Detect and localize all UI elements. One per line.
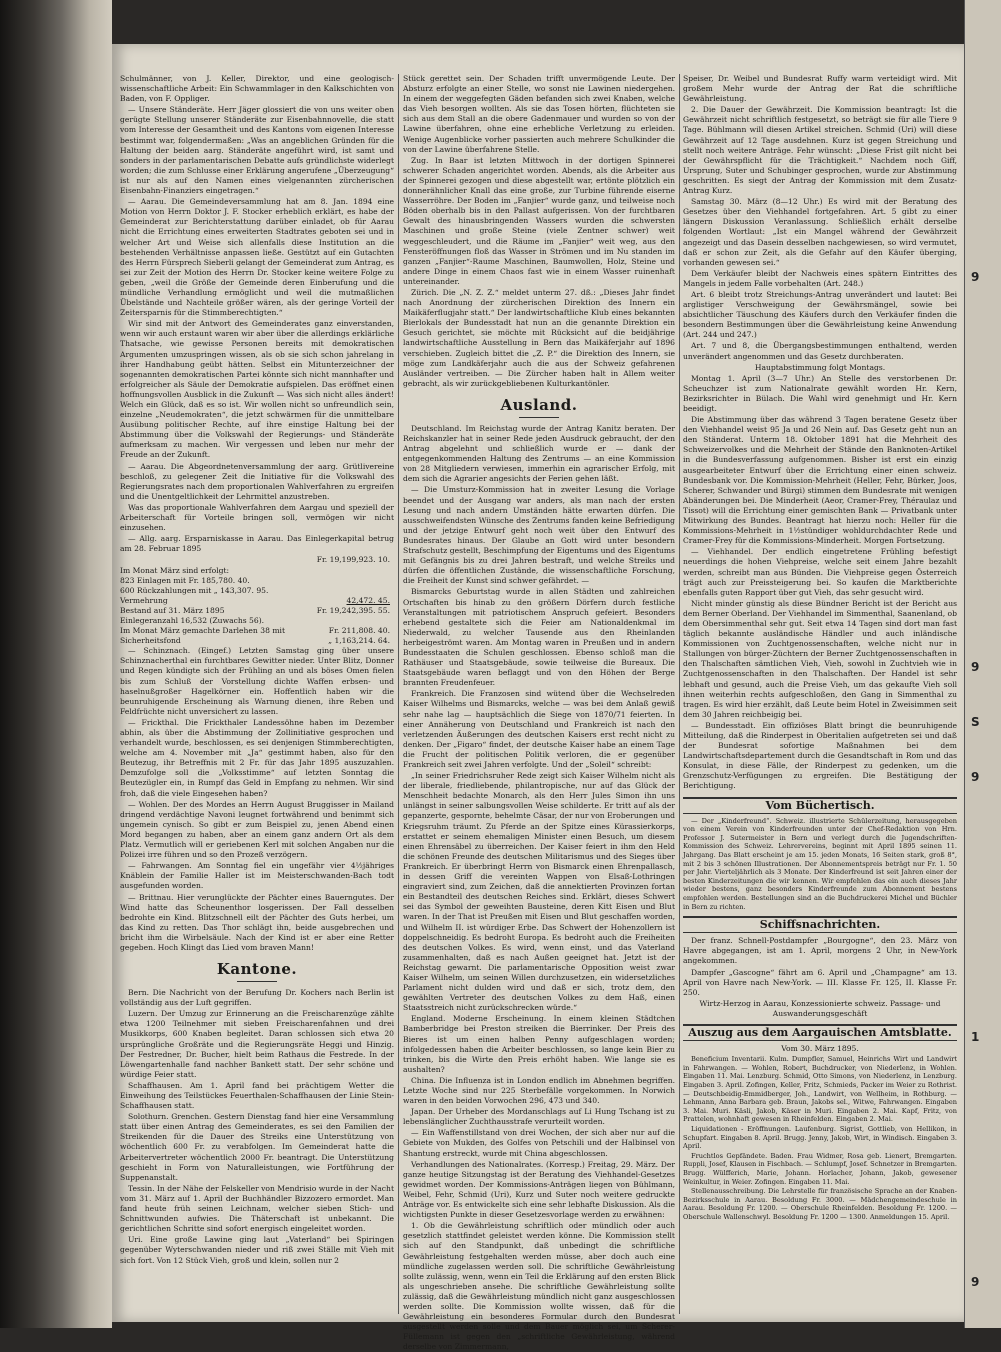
paragraph: Deutschland. Im Reichstag wurde der Antrag Kanitz beraten. Der Reichskanzler hat in seiner Rede jeden Ausdruck gebraucht, der den Antrag abgelehnt und schließlich wurde er — dank der entgegenkommenden Haltung des Zentrums — an eine Kommission von 28 Mitgliedern verwiesen, immerhin ein agrarischer Erfolg, mit dem sich die Agrarier angesichts der Ferien gehen läßt. xyxy=(403,423,675,484)
paragraph: — Schinznach. (Eingef.) Letzten Samstag ging über unsere Schinznacherthal ein furchtbares Gewitter nieder. Unter Blitz, Donner und Regen kündigte sich der Frühling an und als böses Omen fielen bis zum Schluß der Vorstellung dichte Waffen erbsen- und haselnußgroßer Hagelkörner ein. Hoffentlich haben wir die beunruhigende Erscheinung als Warnung dienen, ihre Reben und Feldfrüchte nicht unversichert zu lassen. xyxy=(120,646,394,716)
finance-row: 600 Rückzahlungen mit „ 143,307. 95. xyxy=(120,585,269,595)
paragraph: Art. 6 bleibt trotz Streichungs-Antrag unverändert und lautet: Bei arglistiger Verschweigung der Gewährsmängel, sowie bei absichtlicher Täuschung des Käufers durch den Verkäufer finden die besondern Bestimmungen über die Gewährleistung keine Anwendung (Art. 244 und 247.) xyxy=(683,289,957,340)
paragraph: Frankreich. Die Franzosen sind wütend über die Wechselreden Kaiser Wilhelms und Bismarcks, welche — was bei dem Anlaß gewiß sehr nahe lag — hauptsächlich die Siege von 1870/71 feierten. In einer Annäherung von Deutschland und Frankreich ist nach den verletzenden Äußerungen des deutschen Kaisers erst recht nicht zu denken. Der „Figaro“ findet, der deutsche Kaiser habe an einem Tage die Frucht der politischen Politik verloren, die er gegenüber Frankreich seit zwei Jahren verfolgte. Und der „Soleil“ schreibt: xyxy=(403,689,675,769)
edge-fragment: 9 xyxy=(971,1275,980,1289)
finance-table xyxy=(120,555,394,646)
paragraph: — Die Umsturz-Kommission hat in zweiter Lesung die Vorlage beendet und der Ausgang war anders, als man nach der ersten Lesung und nach andern Umständen hätte erwarten dürfen. Die ausschweifendsten Wünsche des Zentrums fanden keine Befriedigung und der jetzige Entwurf geht noch weit über den Entwurf des Bundesrates hinaus. Der Glaube an Gott wird unter besondern Strafschutz gestellt, Beschimpfung der Eigentums und des Eigentums mit Gefängnis bis zu drei Jahren bestraft, und welche Streiks und dürfen die öffentlichen Zustände, die wissenschaftliche Forschung, die Freiheit der Kunst sind schwer gefährdet. — xyxy=(403,485,675,586)
paragraph: — Der „Kinderfreund“. Schweiz. illustrierte Schülerzeitung, herausgegeben von einem Verein von Kinderfreunden unter der Chef-Redaktion von Hrn. Professor J. Sutermeister in Bern und verlegt durch die Jugendschriften-Kommission des Schweiz. Lehrervereins, beginnt mit April 1895 seinen 11. Jahrgang. Das Blatt erscheint je am 15. jeden Monats, 16 Seiten stark, groß 8°, mit 2 bis 3 schönen Illustrationen. Der Abonnementspreis beträgt nur Fr. 1. 50 per Jahr. Vierteljährlich als 3 Monate. Der Kinderfreund ist seit Jahren einer der besten Kinderzeitungen die wir kennen. Wir empfehlen das ein auch dieses Jahr wieder bestens, ganz besonders Kinderfreunde zum Abonnement bestens empfohlen werden. Bestellungen sind an die Buchdruckerei Michel und Büchler in Bern zu richten. xyxy=(683,816,957,911)
book-binding xyxy=(0,0,112,1328)
edge-fragment: 9 xyxy=(971,270,980,284)
paragraph: Was das proportionale Wahlverfahren dem Aargau und speziell der Arbeiterschaft für Vorteile bringen soll, vermögen wir nicht einzusehen. xyxy=(120,502,394,533)
paragraph: Beneficium Inventarii. Kulm. Dumpfler, Samuel, Heinrichs Wirt und Landwirt in Fahrwangen. — Wohlen, Robert, Buchdrucker, von Niederlenz, in Wohlen. Eingaben 11. Mai. Lenzburg. Schmid, Otto Simons, von Niederlenz, in Lenzburg. Eingaben 3. April. Zofingen, Keller, Fritz, Schmieds, Packer im Weier zu Rothrist. — Deutschbeidig-Emmidberger, Joh., Landwirt, von Wellheim, in Rothburg. — Lehmann, Anna Barbara geb. Braun, Jakobs sel., Witwe, Fahrwangen. Eingaben 3. Mai. Muri. Käsli, Jakob, Käser in Muri. Eingaben 2. Mai. Kapf, Fritz, von Prattelen, wohnhaft gewesen in Rheinfelden. Eingaben 2. Mai. xyxy=(683,1055,957,1124)
paragraph: Fruchtlos Gepfändete. Baden. Frau Widmer, Rosa geb. Lienert, Bremgarten. Ruppli, Josef, Klausen in Fischbach. — Schlumpf, Josef. Schnetzer in Bremgarten. Brugg. Wülfferich, Marie, Johann. Horlacher, Johann, Jakob, gewesener Weinkultur, in Weier. Zofingen. Eingaben 11. Mai. xyxy=(683,1151,957,1186)
paragraph: Japan. Der Urheber des Mordanschlags auf Li Hung Tschang ist zu lebenslänglicher Zuchthausstrafe verurteilt worden. xyxy=(403,1107,675,1127)
paragraph: England. Moderne Erscheinung. In einem kleinen Städtchen Bamberbridge bei Preston streiken die Bierrinker. Der Preis des Bieres ist um einen halben Penny aufgeschlagen worden; infolgedessen haben die Arbeiter beschlossen, so lange kein Bier zu trinken, bis die Wirte den Preis erhöht haben. Wie lange sie es aushalten? xyxy=(403,1014,675,1074)
edge-fragment: 9 xyxy=(971,770,980,784)
paragraph: Speiser, Dr. Weibel und Bundesrat Ruffy warm verteidigt wird. Mit großem Mehr wurde der Antrag der Rat die schriftliche Gewährleistung. xyxy=(683,74,957,104)
column-3 xyxy=(683,74,957,1314)
paragraph: Art. 7 und 8, die Übergangsbestimmungen enthaltend, werden unverändert angenommen und das Gesetz durchberaten. xyxy=(683,341,957,361)
column-2 xyxy=(403,74,675,1352)
finance-row: Sicherheitsfond „ 1,163,214. 64. xyxy=(120,636,390,646)
paragraph: Stellenausschreibung. Die Lehrstelle für französische Sprache an der Knaben-Bezirksschule in Aarau. Besoldung Fr. 3000. — Mädchengemeindeschule in Aarau. Besoldung Fr. 1200. — Oberschule Rheinfelden. Besoldung Fr. 1200. — Oberschule Wallenschwyl. Besoldung Fr. 1200 — 1300. Anmeldungen 15. April. xyxy=(683,1187,957,1221)
edge-fragment: 1 xyxy=(971,1030,980,1044)
paragraph: Nicht minder günstig als diese Bündner Bericht ist der Bericht aus dem Berner Oberland. Der Viehhandel im Simmenthal, Saanenland, ob dem Obersimmenthal sehr gut. Seit etwa 14 Tagen sind dort man fast täglich bekannte ausländische Händler und auch inländische Kommissionen von Zuchtgenossenschaften, welche nicht nur in Stallungen von bürger-Züchtern der Berner Zuchtgenossenschaften in den Thalschaften sämtlichen Vieh, Vieh, sowohl in Zuchtvieh wie in Zuchtgenossenschaften in den Thalschaften. Der Handel ist sehr lebhaft und gesund, auch die Preise Vieh, um das gekaufte Vieh soll ihnen weiterhin rechts aufgeschloßen, den Gang in Simmenthal zu tragen. Es wird hier erzählt, daß Leute beim Hotel in Zweisimmen seit dem 30 Jahren reichbeigig bei. xyxy=(683,598,957,719)
finance-row: Bestand auf 31. März 1895 Fr. 19,242,395. 55. xyxy=(120,605,390,615)
paragraph: Hauptabstimmung folgt Montags. xyxy=(754,362,886,372)
paragraph: — Brittnau. Hier verunglückte der Pächter eines Bauerngutes. Der Wind hatte das Scheunenthor losgerissen. Der Fall desselben bedrohte ein Kind. Blitzschnell eilt der Pächter des Guts herbei, um das Kind zu retten. Das Thor schlägt ihn, beide ausgebrechen und bricht ihm die Wirbelsäule. Nach der Kind ist er aber eine Retter gegeben. Hoch Klingt das Lied vom braven Mann! xyxy=(120,892,394,952)
finance-row: 823 Einlagen mit Fr. 185,780. 40. xyxy=(120,575,250,585)
column-rule xyxy=(398,74,399,1314)
newspaper-page xyxy=(112,44,964,1352)
paragraph: — Wohlen. Der des Mordes an Herrn August Bruggisser in Mailand dringend verdächtige Navoni leugnet fortwährend und benimmt sich ungemein cynisch. So gibt er zum Beispiel zu, jenen Abend einen Mord begangen zu haben, aber an einem ganz andern Ort als dem Platz. Vermutlich will er geriebenen Kerl mit solchen Angaben nur die Polizei irre führen und so den Prozeß verzögern. xyxy=(120,799,394,860)
paragraph: 1. Ob die Gewährleistung schriftlich oder mündlich oder auch gesetzlich stattfindet geleistet werden könne. Die Kommission stellt sich auf den Standpunkt, daß unbedingt die schriftliche Gewährleistung festgehalten werden müsse, aber doch auch eine mündliche zugelassen werden soll. Die schriftliche Gewährleistung sollte zulässig, wenn, wenn ein Teil die Erklärung auf den ersten Blick als ungeschrieben ansehe. Die schriftliche Gewährleistung sollte zulässig, daß die Gewährleistung mündlich nicht ganz ausgeschlossen werden sollte. Die Kommission wollte wissen, daß für die Gewährleistung ein besonderes Formular durch den Bundesrat ausgestellt werden solle und dem Bauer möglich sei, um Scherer-Füllemann ist gegen den „schriftliche Gewährleistung, während derselbe von Zimmermann, xyxy=(403,1221,675,1352)
paragraph: — Ein Waffenstillstand von drei Wochen, der sich aber nur auf die Gebiete von Mukden, des Golfes von Petschili und der Halbinsel von Shantung erstreckt, wurde mit China abgeschlossen. xyxy=(403,1128,675,1158)
paragraph: Der franz. Schnell-Postdampfer „Bourgogne“, den 23. März von Havre abgegangen, ist am 1. April, morgens 2 Uhr, in New-York angekommen. xyxy=(683,936,957,966)
edge-fragment: S xyxy=(971,715,980,729)
paragraph: Schaffhausen. Am 1. April fand bei prächtigem Wetter die Einweihung des Teilstückes Feuerthalen-Schaffhausen der Linie Stein-Schaffhausen statt. xyxy=(120,1080,394,1111)
finance-row: Einlegeranzahl 16,532 (Zuwachs 56). xyxy=(120,615,265,625)
paragraph: „In seiner Friedrichsruher Rede zeigt sich Kaiser Wilhelm nicht als der liberale, friedliebende, philantropische, nur auf das Glück der Menschheit bedachte Monarch, als den Herr Jules Simon ihn uns unlängst in seiner salbungsvollen Weise schilderte. Er tritt auf als der gepanzerte, gespornte, behelmte Cäsar, der nur von Eroberungen und Kriegsruhm träumt. Zu Pferde an der Spitze eines Kürassierkorps, erstattet er seinem ehemaligen Minister einen Besuch, um diesem einen Ehrensäbel zu überreichen. Der Kaiser feiert in ihm den Held die schönen Freunde des deutschen Militarismus und des Sieges über Frankreich. Er überbringt Herrn von Bismarck einen Ehrenpallasch, in dessen Griff die vereinten Wappen von Elsaß-Lothringen eingraviert sind, zum Zeichen, daß die annektierten Provinzen fortan ein Bestandteil des deutschen Reiches sind. Erklärt, dieses Schwert sei das Symbol der geweihten Bausteine, deren Kitt Eisen und Blut waren. In der That ist Preußen mit Eisen und Blut geschaffen worden, und Wilhelm II. ist würdiger Erbe. Das Schwert der Hohenzollern ist doppelschneidig. Es bedroht Europa. Es bedroht auch die Freiheiten des deutschen Volkes. Es wird, wenn einst, und das Vaterland zusammenhalten, daß es nach Außen geeignet hat. Jetzt ist der Reichstag gewarnt. Die parlamentarische Opposition weist zwar Kaiser Wilhelm, um seinen Willen durchzusetzen, ein widersetzliches Parlament nicht dulden wird und daß er sich, trotz dem, den gewählten Vertreter des deutschen Volkes zu dem Haß, einen Staatsstreich nicht zurückschrecken würde.“ xyxy=(403,771,675,1013)
section-heading-amtsblatt: Auszug aus dem Aargauischen Amtsblatte. xyxy=(683,1024,957,1041)
paragraph: Bismarcks Geburtstag wurde in allen Städten und zahlreichen Ortschaften bis hinab zu den größern Dörfern durch festliche Veranstaltungen mit patriotischem Anspruch gefeiert. Besonders erhebend gestaltete sich die Feier am Nationaldenkmal im Niederwald, zu welcher Tausende aus den Rheinlanden herbeigeströmt waren. Am Montag waren in Preußen und in andern Bundesstaaten die Schulen geschlossen. Ebenso schloß man die Rathäuser und Staatsgebäude, sowie teilweise die Bureaux. Die Staatsgebäude waren beflaggt und von den Höhen der Berge brannten Freudenfeuer. xyxy=(403,587,675,688)
paragraph: Samstag 30. März (8—12 Uhr.) Es wird mit der Beratung des Gesetzes über den Viehhandel fortgefahren. Art. 5 gibt zu einer längern Diskussion Veranlassung. Schließlich erhält derselbe folgenden Wortlaut: „Ist ein Mangel während der Gewährzeit angezeigt und das Dasein desselben nachgewiesen, so wird vermutet, daß er schon zur Zeit, als die Gefahr auf den Käufer überging, vorhanden gewesen sei.“ xyxy=(683,197,957,267)
paragraph: — Unsere Ständeräte. Herr Jäger glossiert die von uns weiter oben gerügte Stellung unserer Ständeräte zur Eisenbahnnovelle, die statt vom Interesse der Gesamtheit und des Kantons vom eigenen Interesse bestimmt war, folgendermaßen: „Was an angeblichen Gründen für die Haltung der beiden aarg. Ständeräte angeführt wird, ist samt und sonders in der parlamentarischen Debatte aufs gründlichste widerlegt worden; die zum Schlusse einer Erklärung angerufene „Überzeugung“ ist nur als auf den Namen eines vielgenannten zürcherischen Eisenbahn-Finanziers eingetragen.“ xyxy=(120,105,394,196)
date-line: Vom 30. März 1895. xyxy=(781,1044,859,1054)
section-heading-buechertisch: Vom Büchertisch. xyxy=(683,797,957,814)
paragraph: China. Die Influenza ist in London endlich im Abnehmen begriffen. Letzte Woche sind nur 225 Sterbefälle vorgekommen. In Norwich waren in den beiden Vorwochen 296, 473 und 340. xyxy=(403,1075,675,1106)
paragraph: Bern. Die Nachricht von der Berufung Dr. Kochers nach Berlin ist vollständig aus der Luft gegriffen. xyxy=(120,988,394,1008)
paragraph: Dem Verkäufer bleibt der Nachweis eines spätern Eintrittes des Mangels in jedem Falle vorbehalten (Art. 248.) xyxy=(683,268,957,288)
edge-fragment: 9 xyxy=(971,660,980,674)
section-heading-ausland: Ausland. xyxy=(403,395,675,418)
column-rule xyxy=(679,74,680,1314)
paragraph: Montag 1. April (3—7 Uhr.) An Stelle des verstorbenen Dr. Scheuchzer ist zum Nationalrate gewählt worden Hr. Kern, Bezirksrichter in Bülach. Die Wahl wird genehmigt und Hr. Kern beeidigt. xyxy=(683,373,957,413)
paragraph: Stück gerettet sein. Der Schaden trifft unvermögende Leute. Der Absturz erfolgte an einer Stelle, wo sonst nie Lawinen niedergehen. In einem der weggefegten Gäden befanden sich zwei Knaben, welche das Vieh besorgen wollten. Als sie das Tosen hörten, flüchteten sie sich aus dem Stall an die obere Gadenmauer und wurden so von der Lawine überfahren, ohne eine erhebliche Verletzung zu erleiden. Wenige Augenblicke vorher passierten auch mehrere Schulkinder die von der Lawine überfahrene Stelle. xyxy=(403,74,675,154)
paragraph: — Aarau. Die Abgeordnetenversammlung der aarg. Grütlivereine beschloß, zu gelegener Zeit die Initiative für die Volkswahl des Regierungsrates nach dem proportionalen Wahlverfahren zu ergreifen und die Unentgeltlichkeit der Lehrmittel anzustreben. xyxy=(120,461,394,501)
column-1 xyxy=(120,74,394,1314)
paragraph: Die Abstimmung über das während 3 Tagen beratene Gesetz über den Viehhandel weist 95 Ja und 26 Nein auf. Das Gesetz geht nun an den Ständerat. Unterm 18. Oktober 1891 hat die Mehrheit des Schweizervolkes und die Mehrheit der Stände den Banknoten-Artikel in die Bundesverfassung aufgenommen. Bisher ist erst ein einzig ausgearbeiteter Entwurf über die Errichtung einer einen schweiz. Bundesbank vor. Die Kommission-Mehrheit (Heller, Fehr, Bürker, Joos, Scherer, Schwander und Bürgi) stimmen dem Bundesrate mit wenigen Abänderungen bei. Die Minderheit (Aeor, Cramer-Frey, Théraulaz und Tissot) will die Errichtung einer gemischten Bank — Privatbank unter Mitwirkung des Bundes. Beantragt hat hierzu noch: Heller für die Kommissions-Mehrheit in 1½stündiger wohldurchdachter Rede und Cramer-Frey für die Kommissions-Minderheit. Morgen Fortsetzung. xyxy=(683,415,957,546)
paragraph: — Frickthal. Die Frickthaler Landessöhne haben im Dezember abhin, als über die Abstimmung der Zollinitiative gesprochen und verhandelt wurde, beschlossen, es sei denjenigen Stimmberechtigten, welche am 4. November mit „Ja“ gestimmt haben, also für den Beutezug, ihr Betreffnis mit 2 Fr. für das Jahr 1895 auszuzahlen. Demzufolge soll die „Volksstimme“ auf letzten Sonntag die Beutezügler ein, in Rumpf das Geld in Empfang zu nehmen. Wir sind froh, daß die viele Eingesehen haben? xyxy=(120,717,394,798)
finance-row: Im Monat März gemachte Darlehen 38 mit Fr. 211,808. 40. xyxy=(120,626,390,636)
section-heading-schiffsnachrichten: Schiffsnachrichten. xyxy=(683,916,957,933)
section-heading-kantone: Kantone. xyxy=(120,959,394,982)
paragraph: — Allg. aarg. Ersparniskasse in Aarau. Das Einlegerkapital betrug am 28. Februar 1895 xyxy=(120,534,394,554)
paragraph: Schulmänner, von J. Keller, Direktor, und eine geologisch-wissenschaftliche Arbeit: Ein Schwammlager in den Kalkschichten von Baden, von F. Oppliger. xyxy=(120,74,394,104)
adjacent-page-edge xyxy=(964,0,1001,1328)
paragraph: Zürich. Die „N. Z. Z.“ meldet unterm 27. dß.: „Dieses Jahr findet nach Anordnung der zürcherischen Direktion des Innern ein Maikäferflugjahr statt.“ Der landwirtschaftliche Klub eines bekannten Bierlokals der Bundesstadt hat nun an die genannte Direktion ein Gesuch gerichtet, sie möchte mit Rücksicht auf die beidjährige landwirtschaftliche Ausstellung in Bern das Maikäferjahr auf 1896 verschieben. Zugleich bittet die „Z. P.“ die Direktion des Innern, sie möge zum Landkäferjahr auch die aus der Schweiz gefahrenen Ausländer vertreiben. — Die Zürcher haben halt in Allem weiter gebracht, als wir zurückgebliebenen Kulturkantönler. xyxy=(403,287,675,388)
paragraph: Dampfer „Gascogne“ fährt am 6. April und „Champagne“ am 13. April von Havre nach New-York. — III. Klasse Fr. 125, II. Klasse Fr. 250. xyxy=(683,967,957,997)
paragraph: Zug. In Baar ist letzten Mittwoch in der dortigen Spinnerei schwerer Schaden angerichtet worden. Abends, als die Arbeiter aus der Spinnerei gezogen und diese abgestellt war, ertönte plötzlich ein donnerähnlicher Knall das eine große, zur Turbine führende eiserne Wasserröhre. Der Boden im „Fanjier“ wurde ganz, und teilweise noch Böden oberhalb bis in den Pallast aufgerissen. Von der furchtbaren Gewalt des hinausbringenden Wassers wurden die schwersten Maschinen und große Steine (viele Zentner schwer) weit weggeschleudert, und die Räume im „Fanjier“ weit weg, aus den Fensteröffnungen floß das Wasser in Strömen und im Nu standen im ganzen „Fanjier“-Raume Maschinen, Baumwollen, Holz, Steine und andere Dinge in einem Chaos fast wie in einem Wasser ruinenhaft untereinander. xyxy=(403,155,675,286)
paragraph: Verhandlungen des Nationalrates. (Korresp.) Freitag, 29. März. Der ganze heutige Sitzungstag ist der Beratung des Viehhandel-Gesetzes gewidmet worden. Der Kommissions-Anträgen liegen von Bühlmann, Weibel, Fehr, Schmid (Uri), Kurz und Suter noch weitere gedruckte Anträge vor. Es entwickelte sich eine sehr lebhafte Diskussion. Als die wichtigsten Punkte in dieser Gesetzesvorlage werden zu erwähnen: xyxy=(403,1159,675,1220)
paragraph: Luzern. Der Umzug zur Erinnerung an die Freischarenzüge zählte etwa 1200 Teilnehmer mit sieben Freischarenfahnen und drei Musikkorps, 600 Knaben begleitet. Daran schlossen sich etwa 20 ursprüngliche Großräte und die Regierungsräte Heggi und Hinzig. Der Festredner, Dr. Bucher, hielt beim Rathaus die Festrede. In der Löwengartenhalle fand nachher Bankett statt. Der sehr schöne und würdige Feier statt. xyxy=(120,1009,394,1079)
paragraph: Tessin. In der Nähe der Felskeller von Mendrisio wurde in der Nacht vom 31. März auf 1. April der Buchhändler Bizzozero ermordet. Man fand heute früh seinen Leichnam, welcher sieben Stich- und Schnittwunden aufwies. Die Thäterschaft ist unbekannt. Die gerichtlichen Schritte sind sofort energisch eingeleitet worden. xyxy=(120,1183,394,1234)
paragraph: Solothurn. Grenchen. Gestern Dienstag fand hier eine Versammlung statt über einen Antrag des Gemeinderates, es sei den Familien der Streikenden für die Dauer des Streiks eine Unterstützung von wöchentlich 600 Fr. zu verabfolgen. Im Gemeinderat hatte die Arbeitervertreter wöchentlich 2000 Fr. beantragt. Die Unterstützung geschieht in Form von Naturalleistungen, wie Fortführung der Suppenanstalt. xyxy=(120,1112,394,1182)
finance-row: Vermehrung 42,472. 45. xyxy=(120,595,390,605)
paragraph: — Bundesstadt. Ein offiziöses Blatt bringt die beunruhigende Mitteilung, daß die Rinderpest in Oberitalien aufgetreten sei und daß der Bundesrat sofortige Maßnahmen bei dem Landwirtschaftsdepartement durch die Gesandtschaft in Rom und das Konsulat, in diese Fälle, der Rinderpest zu gedenken, um die Grenzschutz-Verfügungen zu ergreifen. Die Bestätigung der Berichtigung. xyxy=(683,720,957,791)
paragraph: Liquidationen - Eröffnungen. Laufenburg. Sigrist, Gottlieb, von Hellikon, in Schupfart. Eingaben 8. April. Brugg. Jenny, Jakob, Wirt, in Windisch. Eingaben 3. April. xyxy=(683,1124,957,1151)
finance-row: Fr. 19,199,923. 10. xyxy=(316,555,390,565)
paragraph: — Fahrwangen. Am Sonntag fiel ein ungefähr vier 4½jähriges Knäblein der Familie Haller ist im Meisterschwanden-Bach todt ausgefunden worden. xyxy=(120,861,394,891)
paragraph: Wir sind mit der Antwort des Gemeinderates ganz einverstanden, wenn wir auch erstaunt waren wir aber über die allerdings erklärliche Thatsache, wie gewisse Personen bereits mit demokratischen Argumenten umzuspringen wissen, als ob sie sich schon jahrelang in ihrer Handhabung geübt hätten. Selbst ein Mitunterzeichner der sogenannten demokratischen Partei könnte sich nicht mannhafter und erfolgreicher als Säule der Demokratie aufspielen. Das eröffnet einen hoffnungsvollen Ausblick in die Zukunft — Was sich nicht alles ändert! Welch ein Glück, daß es so ist. Wir wollen nicht so unfreundlich sein, einzelne „Neudemokraten“, die jetzt schwärmen für die unmittelbare Ausübung politischer Rechte, auf ihre einstige Haltung bei der Abstimmung über die Volkswahl der Regierungs- und Ständeräte aufmerksam zu machen. Wir vergessen und leben nur mehr der Freude an der Zukunft. xyxy=(120,319,394,460)
paragraph: — Viehhandel. Der endlich eingetretene Frühling befestigt neuerdings die hohen Viehpreise, welche seit einem Jahre bezahlt werden, schreibt man aus Bünden. Die Viehpreise gegen Österreich trägt auch zur Preissteigerung bei. So kaufen die Marktberichte ebenfalls guten Rapport über gut Vieh, das sehr gesucht wird. xyxy=(683,547,957,597)
paragraph: — Aarau. Die Gemeindeversammlung hat am 8. Jan. 1894 eine Motion von Herrn Doktor J. F. Stocker erheblich erklärt, es habe der Gemeinderat zur Berichterstattung darüber einladet, ob für Aarau nicht die Errichtung eines erweiterten Stadtrates geboten sei und in welcher Art und Weise sich allenfalls diese Institution an die bestehenden Verhältnisse anpassen ließe. Gestützt auf ein Gutachten des Herrn Fürsprech Sieberli gelangt der Gemeinderat zum Antrag, es sei zur Zeit der Motion des Herrn Dr. Stocker keine weitere Folge zu geben, „weil die Größe der Gemeinde deren Einberufung und die mündliche Verhandlung ermöglicht und weil die mutmaßlichen Übelstände und Nachteile größer wären, als der geringe Vorteil der Zeitersparnis für die Stimmberechtigten.“ xyxy=(120,197,394,318)
paragraph: Uri. Eine große Lawine ging laut „Vaterland“ bei Spiringen gegenüber Wyterschwanden nieder und riß zwei Ställe mit Vieh mit sich fort. Von 12 Stück Vieh, groß und klein, sollen nur 2 xyxy=(120,1235,394,1265)
finance-row: Im Monat März sind erfolgt: xyxy=(120,565,230,575)
paragraph: 2. Die Dauer der Gewährzeit. Die Kommission beantragt: Ist die Gewährzeit nicht schriftlich festgesetzt, so beträgt sie für alle Tiere 9 Tage. Bühlmann will diesen Artikel streichen. Schmid (Uri) will diese Gewährzeit auf 12 Tage ausdehnen. Kurz ist gegen Streichung und stellt noch weitere Anträge. Fehr wünscht: „Diese Frist gilt nicht bei der Gewährspflicht für die Trächtigkeit.“ Nachdem noch Giff, Ursprung, Suter und Schubinger gesprochen, wurde zur Abstimmung geschritten. Es siegt der Antrag der Kommission mit dem Zusatz-Antrag Kurz. xyxy=(683,105,957,196)
advertiser-line: Wirtz-Herzog in Aarau, Konzessionierte schweiz. Passage- und Auswanderungsgeschäft xyxy=(699,998,941,1018)
